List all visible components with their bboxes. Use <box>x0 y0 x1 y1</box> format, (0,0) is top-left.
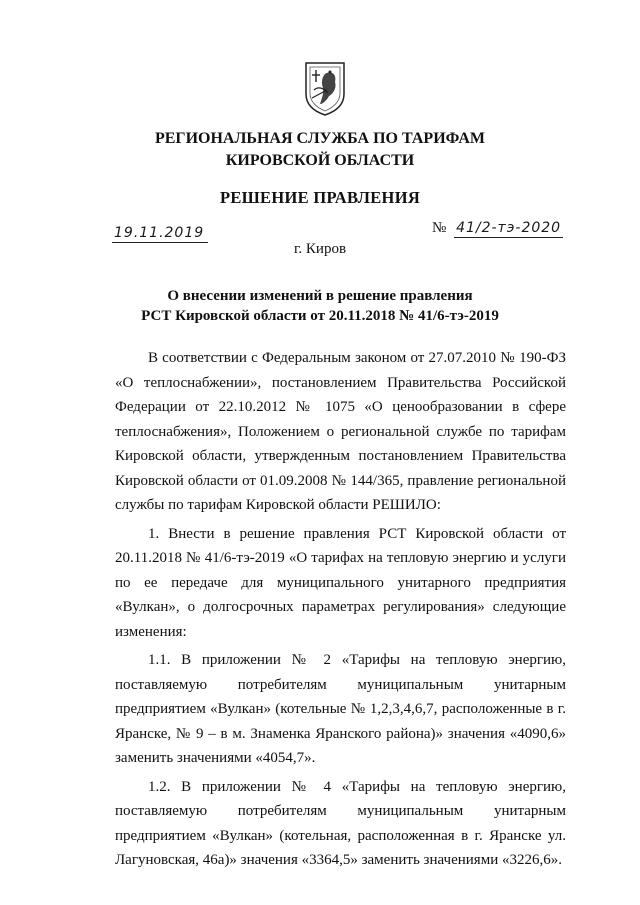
document-subject <box>0 286 640 326</box>
body-paragraph-preamble: В соответствии с Федеральным законом от 27.07.2010 № 190-ФЗ «О теплоснабжении», постановлением Правительства Российской Федерации от 22.10.2012 № 1075 «О ценообразовании в сфере теплоснабжения», Положением о региональной службе по тарифам Кировской области, утвержденным постановлением Правительства Кировской области от 01.09.2008 № 144/365, правление региональной службы по тарифам Кировской области РЕШИЛО: <box>115 350 566 513</box>
subject-line1: О внесении изменений в решение правления <box>167 288 473 304</box>
org-title-line1: РЕГИОНАЛЬНАЯ СЛУЖБА ПО ТАРИФАМ <box>154 130 486 147</box>
body-paragraph-item-1-1: 1.1. В приложении № 2 «Тарифы на тепловую энергию, поставляемую потребителям муниципальным унитарным предприятием «Вулкан» (котельные № 1,2,3,4,6,7, расположенные в г. Яранске, № 9 – в м. Знаменка Яранского района)» значения «4090,6» заменить значениями «4054,7». <box>115 652 566 766</box>
document-body <box>115 346 566 877</box>
document-number <box>432 220 563 238</box>
number-sign: № <box>432 220 447 236</box>
body-paragraph-item-1: 1. Внести в решение правления РСТ Кировской области от 20.11.2018 № 41/6-тэ-2019 «О тарифах на тепловую энергию и услуги по ее передаче для муниципального унитарного предприятия «Вулкан», о долгосрочных параметрах регулирования» следующие изменения: <box>115 525 566 640</box>
kirov-coat-of-arms-icon <box>303 60 347 116</box>
body-paragraph-item-1-2: 1.2. В приложении № 4 «Тарифы на тепловую энергию, поставляемую потребителям муниципальным унитарным предприятием «Вулкан» (котельная, расположенная в г. Яранске ул. Лагуновская, 46а)» значения «3364,5» заменить значениями «3226,6». <box>115 778 566 868</box>
subject-line2: РСТ Кировской области от 20.11.2018 № 41/6-тэ-2019 <box>141 308 499 324</box>
city-name: г. Киров <box>293 241 347 257</box>
handwritten-number: 41/2-тэ-2020 <box>456 220 562 236</box>
handwritten-date: 19.11.2019 <box>112 225 208 243</box>
organization-title <box>0 128 640 172</box>
document-kind-title: РЕШЕНИЕ ПРАВЛЕНИЯ <box>219 188 421 207</box>
org-title-line2: КИРОВСКОЙ ОБЛАСТИ <box>225 152 415 169</box>
